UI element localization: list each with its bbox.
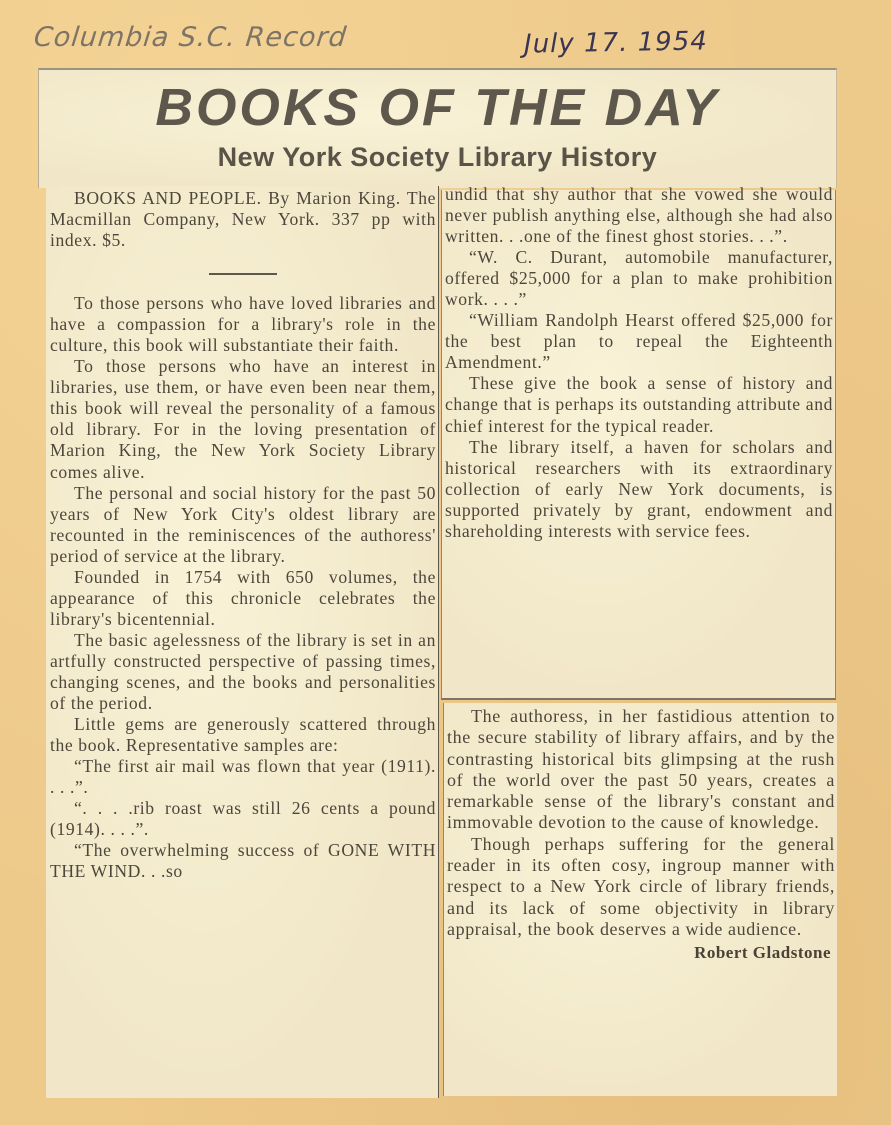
book-citation: BOOKS AND PEOPLE. By Marion King. The Macmillan Company, New York. 337 pp with index. $5. bbox=[50, 188, 436, 251]
paragraph: These give the book a sense of history and change that is perhaps its outstanding attribute and chief interest for the typical reader. bbox=[445, 373, 833, 436]
paragraph: To those persons who have an interest in libraries, use them, or have even been near them, this book will reveal the personality of a famous old library. For in the loving presentation of Marion King, the New York Society Library comes alive. bbox=[50, 356, 436, 482]
quote-paragraph: “William Randolph Hearst offered $25,000 for the best plan to repeal the Eighteenth Amendment.” bbox=[445, 310, 833, 373]
handwritten-source-note: Columbia S.C. Record bbox=[32, 22, 349, 53]
paragraph: The authoress, in her fastidious attention to the secure stability of library affairs, and by the contrasting historical bits glimpsing at the rush of the world over the past 50 years, creates a remarkable sense of the library's constant and immovable devotion to the cause of knowledge. bbox=[447, 706, 835, 833]
right-bottom-column-text bbox=[447, 706, 835, 964]
paragraph: Though perhaps suffering for the general reader in its often cosy, ingroup manner with respect to a New York circle of library friends, and its lack of some objectivity in library appraisal, the book deserves a wide audience. bbox=[447, 833, 835, 939]
column-title: BOOKS OF THE DAY bbox=[155, 79, 720, 137]
quote-paragraph: “The first air mail was flown that year (1911). . . .”. bbox=[50, 756, 436, 798]
paragraph: Founded in 1754 with 650 volumes, the appearance of this chronicle celebrates the library's bicentennial. bbox=[50, 566, 436, 629]
continued-quote: undid that shy author that she vowed she would never publish anything else, although she had also written. . .one of the finest ghost stories. . .”. bbox=[445, 184, 833, 247]
header-clipping bbox=[38, 68, 837, 188]
quote-paragraph: “The overwhelming success of GONE WITH THE WIND. . .so bbox=[50, 840, 436, 882]
right-bottom-clipping bbox=[443, 703, 837, 1096]
paragraph: The library itself, a haven for scholars and historical researchers with its extraordinary collection of early New York documents, is supported privately by grant, endowment and shareholding interests with service fees. bbox=[445, 436, 833, 541]
paragraph: The personal and social history for the past 50 years of New York City's oldest library are recounted in the reminiscences of the authoress' period of service at the library. bbox=[50, 482, 436, 566]
quote-paragraph: “. . . .rib roast was still 26 cents a pound (1914). . . .”. bbox=[50, 798, 436, 840]
quote-paragraph: “W. C. Durant, automobile manufacturer, offered $25,000 for a plan to make prohibition work. . . .” bbox=[445, 247, 833, 310]
left-column-clipping bbox=[46, 186, 439, 1098]
section-divider bbox=[209, 273, 277, 275]
paragraph: The basic agelessness of the library is set in an artfully constructed perspective of passing times, changing scenes, and the books and personalities of the period. bbox=[50, 629, 436, 714]
right-top-clipping bbox=[441, 184, 836, 700]
left-column-text bbox=[50, 188, 436, 882]
paragraph: Little gems are generously scattered through the book. Representative samples are: bbox=[50, 714, 436, 756]
paragraph: To those persons who have loved libraries and have a compassion for a library's role in the culture, this book will substantiate their faith. bbox=[50, 293, 436, 356]
article-headline: New York Society Library History bbox=[217, 142, 658, 172]
right-top-column-text bbox=[445, 184, 833, 542]
reviewer-byline: Robert Gladstone bbox=[694, 943, 831, 963]
handwritten-date-note: July 17. 1954 bbox=[523, 26, 709, 60]
